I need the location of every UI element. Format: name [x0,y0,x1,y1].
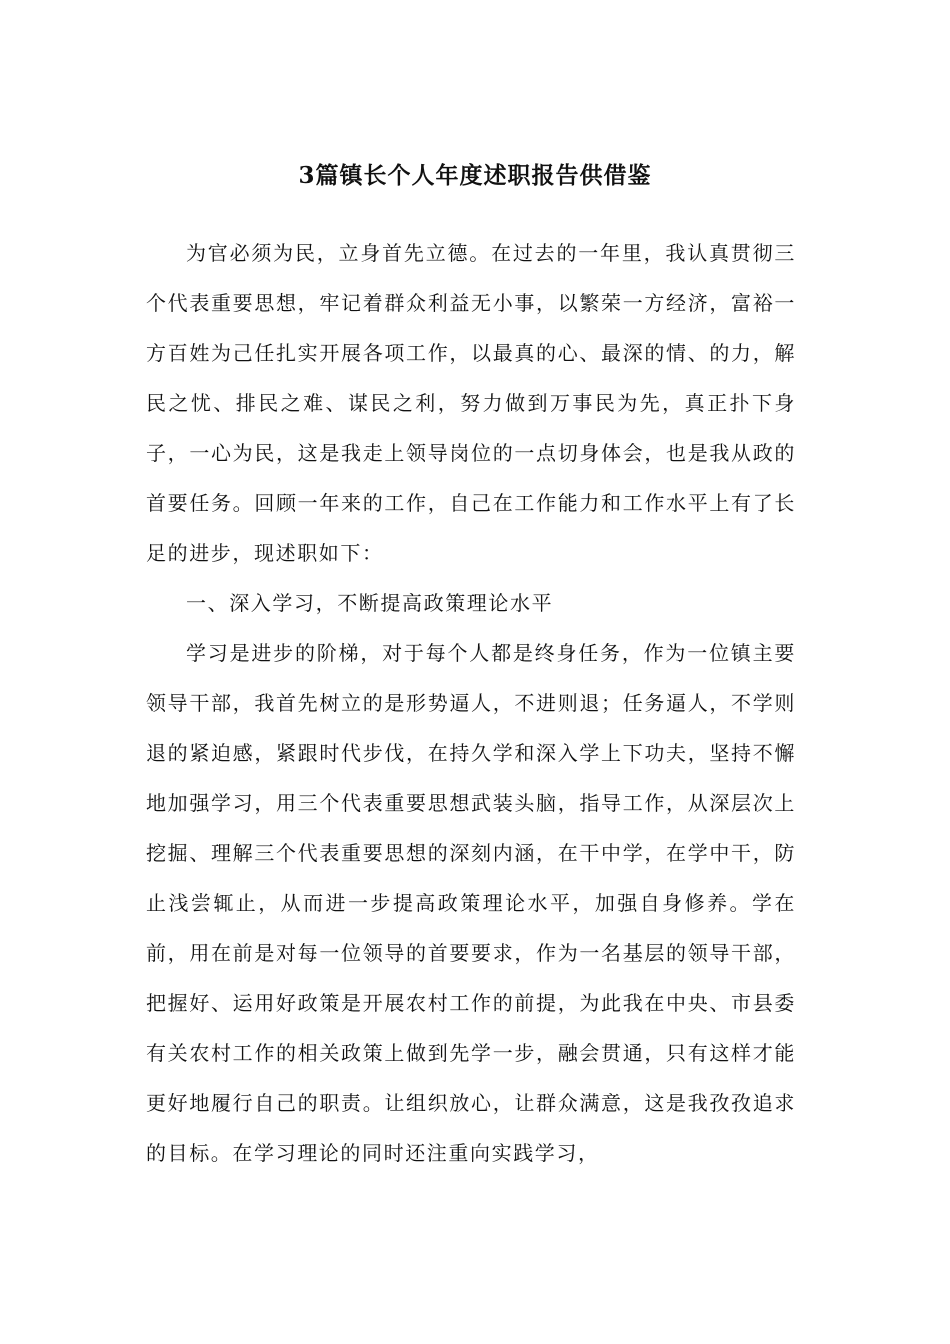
document-title: 3篇镇长个人年度述职报告供借鉴 [298,162,652,189]
document-body [146,228,796,1178]
paragraph-intro: 为官必须为民，立身首先立德。在过去的一年里，我认真贯彻三个代表重要思想，牢记着群众利益无小事，以繁荣一方经济，富裕一方百姓为己任扎实开展各项工作，以最真的心、最深的情、的力，解民之忧、排民之难、谋民之利，努力做到万事民为先，真正扑下身子，一心为民，这是我走上领导岗位的一点切身体会，也是我从政的首要任务。回顾一年来的工作，自己在工作能力和工作水平上有了长足的进步，现述职如下： [146,241,796,565]
section-heading-1: 一、深入学习，不断提高政策理论水平 [186,591,554,615]
paragraph-study: 学习是进步的阶梯，对于每个人都是终身任务，作为一位镇主要领导干部，我首先树立的是形势逼人，不进则退；任务逼人，不学则退的紧迫感，紧跟时代步伐，在持久学和深入学上下功夫，坚持不懈地加强学习，用三个代表重要思想武装头脑，指导工作，从深层次上挖掘、理解三个代表重要思想的深刻内涵，在干中学，在学中干，防止浅尝辄止，从而进一步提高政策理论水平，加强自身修养。学在前，用在前是对每一位领导的首要要求，作为一名基层的领导干部，把握好、运用好政策是开展农村工作的前提，为此我在中央、市县委有关农村工作的相关政策上做到先学一步，融会贯通，只有这样才能更好地履行自己的职责。让组织放心，让群众满意，这是我孜孜追求的目标。在学习理论的同时还注重向实践学习， [146,641,796,1165]
